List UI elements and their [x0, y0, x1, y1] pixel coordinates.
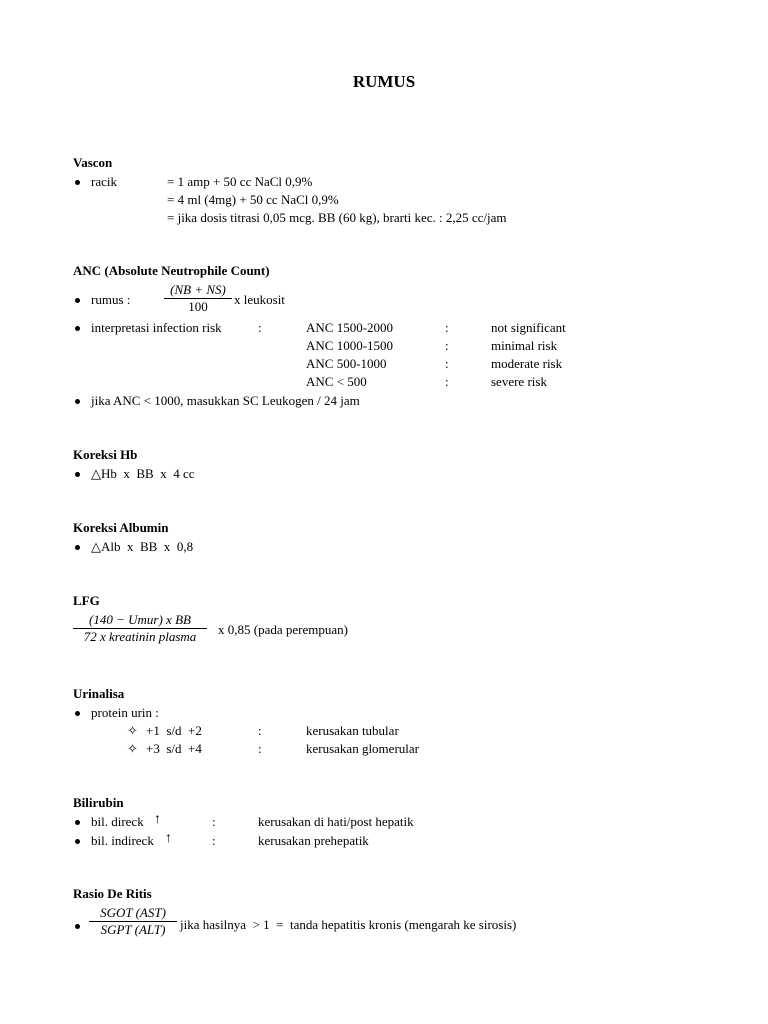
anc-rumus-suffix: x leukosit: [234, 292, 285, 307]
urinalisa-result: kerusakan glomerular: [306, 741, 419, 756]
diamond-bullet-icon: ✧: [127, 723, 138, 738]
lfg-suffix: x 0,85 (pada perempuan): [218, 622, 348, 637]
bullet: [75, 180, 80, 185]
page-title: RUMUS: [352, 72, 416, 91]
anc-risk: moderate risk: [491, 356, 563, 371]
section-heading-bilirubin: Bilirubin: [73, 795, 124, 810]
diamond-bullet-icon: ✧: [127, 741, 138, 756]
anc-colon: :: [445, 338, 449, 353]
anc-fraction: [164, 282, 232, 315]
section-heading-rasio-de-ritis: Rasio De Ritis: [73, 886, 152, 901]
deritis-fraction: [89, 905, 177, 938]
anc-range: ANC 1000-1500: [306, 338, 394, 353]
racik-label: racik: [91, 174, 117, 189]
lfg-fraction: [73, 612, 207, 645]
section-heading-lfg: LFG: [73, 593, 100, 608]
bullet: [75, 924, 80, 929]
section-heading-urinalisa: Urinalisa: [73, 686, 125, 701]
bilirubin-label: bil. indireck: [91, 833, 154, 848]
bilirubin-colon: :: [212, 814, 216, 829]
anc-range: ANC 500-1000: [306, 356, 387, 371]
anc-range: ANC < 500: [306, 374, 367, 389]
racik-line-2: = 4 ml (4mg) + 50 cc NaCl 0,9%: [167, 192, 339, 207]
bullet: [75, 472, 80, 477]
urinalisa-item: protein urin :: [91, 705, 159, 720]
racik-line-1: = 1 amp + 50 cc NaCl 0,9%: [167, 174, 313, 189]
deritis-suffix: jika hasilnya > 1 = tanda hepatitis kronis (mengarah ke sirosis): [180, 917, 517, 932]
bullet: [75, 711, 80, 716]
anc-risk: minimal risk: [491, 338, 558, 353]
albumin-formula: △Alb x BB x 0,8: [91, 539, 194, 554]
bullet: [75, 399, 80, 404]
bilirubin-result: kerusakan prehepatik: [258, 833, 369, 848]
bullet: [75, 820, 80, 825]
anc-note: jika ANC < 1000, masukkan SC Leukogen / 24 jam: [91, 393, 360, 408]
bullet: [75, 326, 80, 331]
bullet: [75, 545, 80, 550]
bullet: [75, 298, 80, 303]
bilirubin-colon: :: [212, 833, 216, 848]
anc-risk: not significant: [491, 320, 566, 335]
bilirubin-result: kerusakan di hati/post hepatik: [258, 814, 414, 829]
hb-formula: △Hb x BB x 4 cc: [91, 466, 195, 481]
fraction-denominator: 100: [188, 299, 208, 314]
fraction-denominator: 72 x kreatinin plasma: [83, 629, 197, 644]
anc-range: ANC 1500-2000: [306, 320, 394, 335]
section-heading-koreksi-albumin: Koreksi Albumin: [73, 520, 169, 535]
racik-line-3: = jika dosis titrasi 0,05 mcg. BB (60 kg), brarti kec. : 2,25 cc/jam: [167, 210, 507, 225]
urinalisa-range: +1 s/d +2: [146, 723, 202, 738]
fraction-numerator: (140 − Umur) x BB: [89, 612, 191, 627]
interp-label: interpretasi infection risk: [91, 320, 222, 335]
urinalisa-colon: :: [258, 741, 262, 756]
section-heading-koreksi-hb: Koreksi Hb: [73, 447, 138, 462]
fraction-denominator: SGPT (ALT): [100, 922, 166, 937]
arrow-up-icon: ↑: [165, 831, 172, 846]
anc-colon: :: [445, 356, 449, 371]
anc-rumus-label: rumus :: [91, 292, 131, 307]
urinalisa-range: +3 s/d +4: [146, 741, 202, 756]
section-heading-vascon: Vascon: [73, 155, 113, 170]
section-heading-anc: ANC (Absolute Neutrophile Count): [73, 263, 270, 278]
fraction-numerator: (NB + NS): [170, 282, 226, 297]
bilirubin-label: bil. direck: [91, 814, 144, 829]
urinalisa-result: kerusakan tubular: [306, 723, 399, 738]
anc-colon: :: [445, 374, 449, 389]
arrow-up-icon: ↑: [154, 812, 161, 827]
interp-colon: :: [258, 320, 262, 335]
bullet: [75, 839, 80, 844]
anc-risk: severe risk: [491, 374, 547, 389]
fraction-numerator: SGOT (AST): [100, 905, 166, 920]
anc-colon: :: [445, 320, 449, 335]
urinalisa-colon: :: [258, 723, 262, 738]
